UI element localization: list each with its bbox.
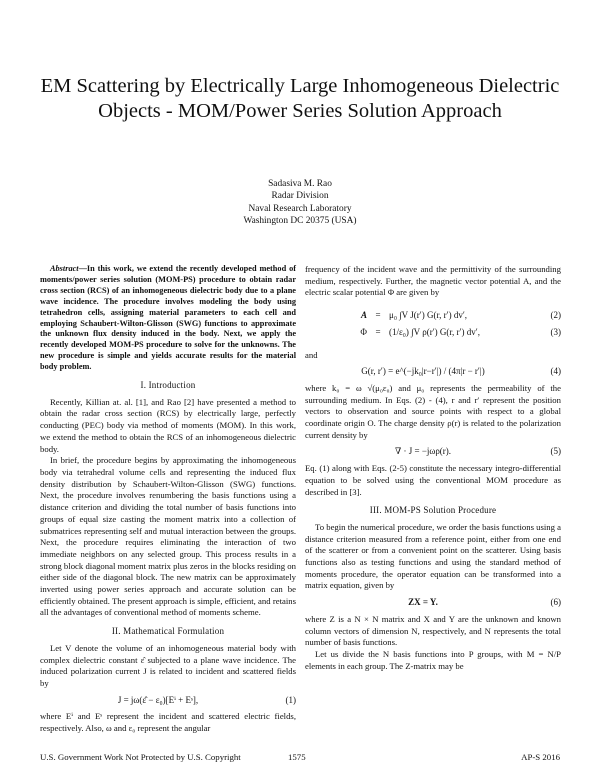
equation-3 <box>305 327 561 339</box>
affiliation-line: Washington DC 20375 (USA) <box>243 216 357 227</box>
paragraph: where k₀ = ω √(μ₀ε₀) and μ₀ represents the permeability of the surrounding medium. In Eqs. (2) - (4), r and r′ represent the position vectors to observation and source points with respect to a global coordinate origin O. The charge density ρ(r) is related to the polarization current density by <box>305 382 561 440</box>
equation-number: (2) <box>550 310 561 321</box>
left-column <box>40 264 296 735</box>
copyright-notice: U.S. Government Work Not Protected by U.S. Copyright <box>40 752 241 762</box>
equation-number: (5) <box>550 446 561 457</box>
section-heading-introduction: I. Introduction <box>140 380 196 391</box>
equation-1 <box>40 695 296 707</box>
equation-number: (3) <box>550 326 561 337</box>
conference-label: AP-S 2016 <box>521 752 560 762</box>
equation-4 <box>305 366 561 378</box>
equation-relation: = <box>375 326 381 337</box>
equation-number: (4) <box>550 366 561 377</box>
equation-5 <box>305 446 561 458</box>
equation-lhs: Φ <box>360 326 367 337</box>
abstract: Abstract—In this work, we extend the recently developed method of moments/power series solution (MOM-PS) procedure to obtain radar cross section (RCS) of an inhomogeneous dielectric body due to a plane wave incidence. The procedure involves modeling the body using tetrahedron cells, assigning material parameters to each cell and employing Schaubert-Wilton-Glisson (SWG) functions to approximate the unknown flux density induced in the body. Next, we apply the recently developed MOM-PS procedure to solve for the unknowns. The new procedure is simple and yields accurate results for the material body problem. <box>40 264 296 372</box>
equation-rhs: (1/ε₀) ∫V ρ(r′) G(r, r′) dv′, <box>389 326 480 337</box>
equation-body: ∇ · J = −jωρ(r). <box>394 446 452 457</box>
author-block <box>150 178 450 228</box>
paragraph: where Z is a N × N matrix and X and Y are the unknown and known column vectors of dimension N, respectively, and N represents the total number of basis functions. <box>305 613 561 648</box>
equation-6 <box>305 597 561 609</box>
page-number: 1575 <box>288 752 306 762</box>
paper-title: EM Scattering by Electrically Large Inhomogeneous Dielectric Objects - MOM/Power Series Solution Approach <box>40 75 560 122</box>
paragraph: Recently, Killian at. al. [1], and Rao [2] have presented a method to obtain the radar cross section (RCS) by electrically large, perfectly conducting (PEC) body via method of moments (MOM). In this work, we extend the method to obtain the RCS of an inhomogeneous dielectric body. <box>40 396 296 454</box>
equation-body: J = jω(ε̂ − ε₀)[Eⁱ + Eˢ], <box>117 694 199 705</box>
equation-lhs: A <box>360 310 367 321</box>
paragraph: where Eⁱ and Eˢ represent the incident and scattered electric fields, respectively. Also, ω and ε₀ represent the angular <box>40 711 296 734</box>
section-heading-mom-ps: III. MOM-PS Solution Procedure <box>369 505 497 516</box>
section-heading-formulation: II. Mathematical Formulation <box>111 626 225 637</box>
paragraph: frequency of the incident wave and the permittivity of the surrounding medium, respectively. Further, the magnetic vector potential A, and the electric scalar potential Φ are given by <box>305 264 561 298</box>
paragraph: In brief, the procedure begins by approximating the inhomogeneous body via tetrahedral volume cells and representing the induced flux density distribution by Schaubert-Wilton-Glisson (SWG) functions. Next, the procedure involves renumbering the basis functions using a distance criterion and dividing the total number of basis functions into groups of equal size casting the moment matrix into a collection of submatrices representing self and mutual interaction between the groups. Next, the procedure requires eliminating the interaction of two immediate neighbors on any selected group. This process results in a strong block diagonal moment matrix plus zeros in the blocks residing on either side of the diagonal block. The new matrix can be approximately inverted using power series approach and accurate solution can be efficiently obtained. The present approach is simple, efficient, and retains all the advantages of conventional method of moments scheme. <box>40 455 296 618</box>
equation-number: (1) <box>285 694 296 705</box>
equation-number: (6) <box>550 597 561 608</box>
equation-2 <box>305 310 561 322</box>
equation-rhs: μ₀ ∫V J(r′) G(r, r′) dv′, <box>389 310 468 321</box>
paragraph: Eq. (1) along with Eqs. (2-5) constitute the necessary integro-differential equation to be solved using the conventional MOM procedure as described in [3]. <box>305 463 561 497</box>
author-name: Sadasiva M. Rao <box>268 179 332 189</box>
paragraph: To begin the numerical procedure, we order the basis functions using a distance criterion measured from a reference point, either from one end of the scatterer or from a convenient point on the scatterer. Using basis functions also as testing functions and using the standard method of moments procedure, the operator equation can be transformed into a matrix equation, given by <box>305 521 561 591</box>
equation-relation: = <box>375 310 381 321</box>
right-column <box>305 264 561 672</box>
affiliation-line: Radar Division <box>271 191 329 202</box>
abstract-text: In this work, we extend the recently developed method of moments/power series solution (MOM-PS) procedure to obtain radar cross section (RCS) of an inhomogeneous dielectric body due to a plane wave incidence. The procedure involves modeling the body using tetrahedron cells, assigning material parameters to each cell and employing Schaubert-Wilton-Glisson (SWG) functions to approximate the unknown flux density induced in the body. Next, we apply the recently developed MOM-PS procedure to solve for the unknowns. The new procedure is simple and yields accurate results for the material body problem. <box>40 264 296 372</box>
paragraph: Let us divide the N basis functions into P groups, with M = N/P elements in each group. The Z-matrix may be <box>305 648 561 671</box>
abstract-lead: Abstract <box>50 264 79 273</box>
paragraph: Let V denote the volume of an inhomogeneous material body with complex dielectric constant ε̂ subjected to a plane wave incidence. The induced polarization current J is related to incident and scattered fields by <box>40 642 296 688</box>
equation-body: G(r, r′) = e^(−jk₀|r−r′|) / (4π|r − r′|) <box>361 366 485 377</box>
equation-body: ZX = Y. <box>408 597 438 608</box>
affiliation-line: Naval Research Laboratory <box>248 203 352 214</box>
paragraph: and <box>305 349 318 360</box>
